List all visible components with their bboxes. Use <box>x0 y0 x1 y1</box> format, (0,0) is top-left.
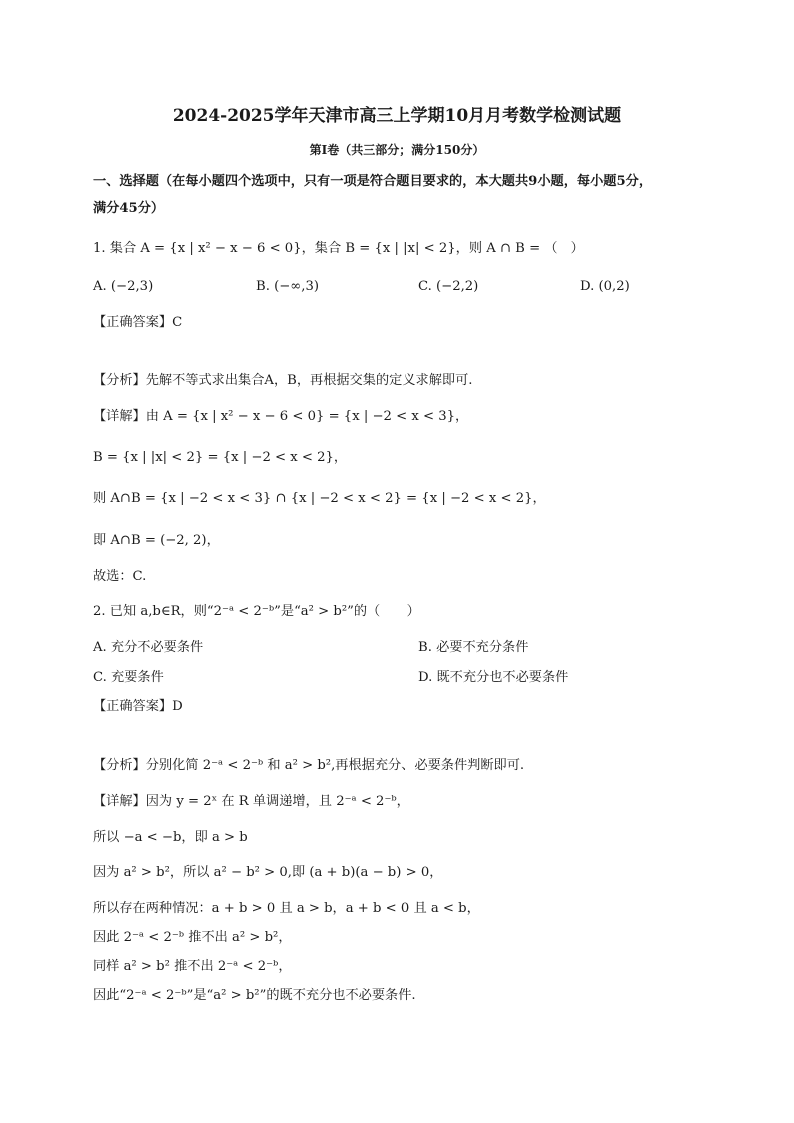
page-subtitle: 第Ⅰ卷（共三部分；满分150分） <box>309 143 485 157</box>
q2-option-d: D. 既不充分也不必要条件 <box>418 670 569 685</box>
q1-stem: 1. 集合 A = {x | x² − x − 6 < 0}，集合 B = {x | |x| < 2}，则 A ∩ B = （ ） <box>93 241 584 256</box>
q2-detail-line: 因为 a² > b²，所以 a² − b² > 0,即 (a + b)(a − b) > 0， <box>93 865 443 880</box>
q2-stem: 2. 已知 a,b∈R，则“2⁻ᵃ < 2⁻ᵇ”是“a² > b²”的（ ） <box>93 604 420 619</box>
q2-detail-line: 因此 2⁻ᵃ < 2⁻ᵇ 推不出 a² > b²， <box>93 930 292 945</box>
q2-detail-line: 【详解】因为 y = 2ˣ 在 R 单调递增，且 2⁻ᵃ < 2⁻ᵇ， <box>93 794 410 809</box>
q2-option-a: A. 充分不必要条件 <box>93 640 204 655</box>
q1-analysis: 【分析】先解不等式求出集合A，B，再根据交集的定义求解即可. <box>93 373 473 388</box>
q1-detail-line: 则 A∩B = {x | −2 < x < 3} ∩ {x | −2 < x < 2} = {x | −2 < x < 2}， <box>93 491 546 506</box>
q2-option-b: B. 必要不充分条件 <box>418 640 529 655</box>
q1-option-b: B. (−∞,3) <box>256 279 319 294</box>
section-heading-line1: 一、选择题（在每小题四个选项中，只有一项是符合题目要求的，本大题共9小题，每小题5分， <box>93 174 653 189</box>
q1-detail-line: 即 A∩B = (−2, 2)， <box>93 533 220 548</box>
q2-detail-line: 同样 a² > b² 推不出 2⁻ᵃ < 2⁻ᵇ， <box>93 959 292 974</box>
q1-option-a: A. (−2,3) <box>93 279 154 294</box>
q2-detail-line: 所以存在两种情况：a + b > 0 且 a > b，a + b < 0 且 a < b， <box>93 901 480 916</box>
q1-answer: 【正确答案】C <box>93 315 183 330</box>
q1-option-c: C. (−2,2) <box>418 279 479 294</box>
q2-analysis: 【分析】分别化简 2⁻ᵃ < 2⁻ᵇ 和 a² > b²,再根据充分、必要条件判断即可. <box>93 758 525 773</box>
page-title: 2024-2025学年天津市高三上学期10月月考数学检测试题 <box>172 106 622 126</box>
q2-option-c: C. 充要条件 <box>93 670 164 685</box>
q2-answer: 【正确答案】D <box>93 699 183 714</box>
q2-detail-line: 因此“2⁻ᵃ < 2⁻ᵇ”是“a² > b²”的既不充分也不必要条件. <box>93 988 416 1003</box>
q2-detail-line: 所以 −a < −b，即 a > b <box>93 830 248 845</box>
q1-detail-line: 故选：C. <box>93 569 147 584</box>
section-heading-line2: 满分45分） <box>93 201 165 216</box>
q1-option-d: D. (0,2) <box>580 279 630 294</box>
q1-detail-line: B = {x | |x| < 2} = {x | −2 < x < 2}， <box>93 450 348 465</box>
q1-detail-line: 【详解】由 A = {x | x² − x − 6 < 0} = {x | −2 < x < 3}， <box>93 409 469 424</box>
